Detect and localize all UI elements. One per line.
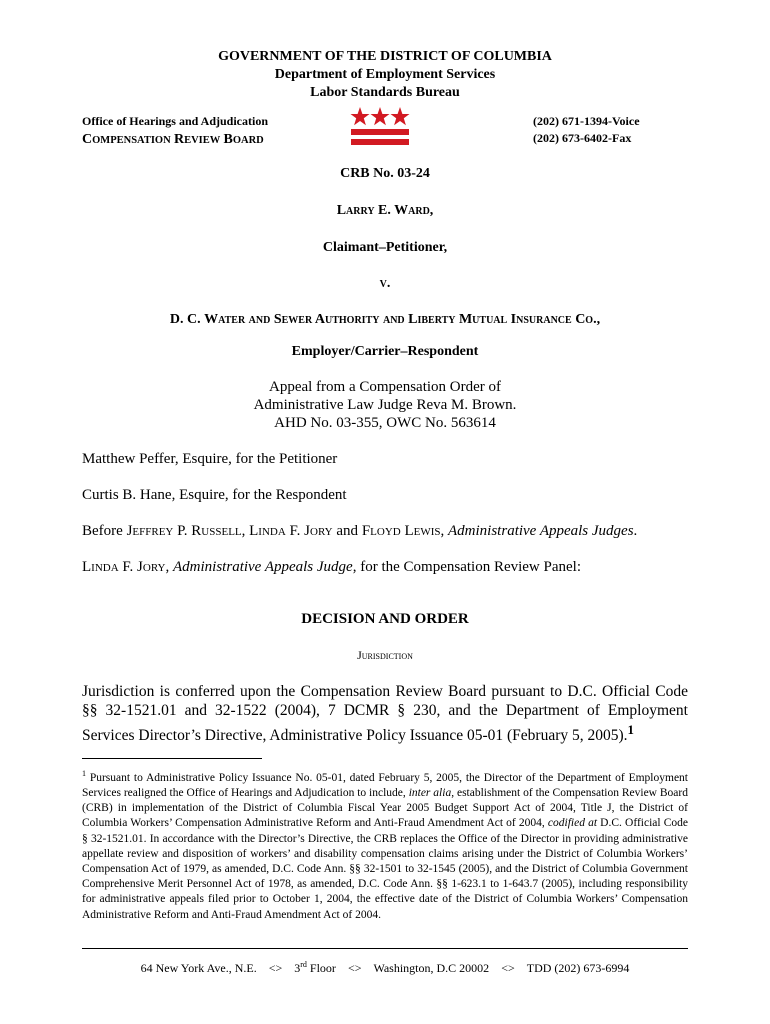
footer-separator: [82, 948, 688, 949]
dc-flag-icon: [349, 107, 411, 147]
flag-bar: [351, 129, 409, 135]
appeal-line: Appeal from a Compensation Order of: [268, 379, 502, 395]
employer-role: Employer/Carrier–Respondent: [291, 344, 479, 359]
employer-name: D. C. Water and Sewer Authority and Liberty Mutual Insurance Co.,: [169, 312, 601, 327]
office-name: Office of Hearings and Adjudication: [82, 114, 269, 128]
footnote-reference[interactable]: 1: [627, 722, 634, 737]
author-line: Linda F. Jory, Administrative Appeals Judge, for the Compensation Review Panel:: [82, 559, 582, 575]
footer-address: 64 New York Ave., N.E. <> 3rd Floor <> Washington, D.C 20002 <> TDD (202) 673-6994: [140, 960, 630, 975]
star-icon: [351, 107, 370, 125]
appeal-line: AHD No. 03-355, OWC No. 563614: [274, 415, 496, 431]
fax-phone: (202) 673-6402-Fax: [533, 131, 632, 145]
bureau-heading: Labor Standards Bureau: [310, 85, 460, 100]
appeal-line: Administrative Law Judge Reva M. Brown.: [253, 397, 517, 413]
flag-bar: [351, 139, 409, 145]
claimant-role: Claimant–Petitioner,: [322, 240, 448, 255]
jurisdiction-heading: Jurisdiction: [357, 648, 413, 662]
board-name: COMPENSATION REVIEW BOARD: [82, 132, 264, 147]
department-heading: Department of Employment Services: [274, 67, 496, 82]
voice-phone: (202) 671-1394-Voice: [533, 114, 640, 128]
star-icon: [371, 107, 390, 125]
footnote-separator: [82, 758, 262, 759]
claimant-name: Larry E. Ward,: [336, 203, 434, 218]
petitioner-counsel: Matthew Peffer, Esquire, for the Petitioner: [82, 451, 338, 467]
decision-title: DECISION AND ORDER: [301, 611, 469, 627]
respondent-counsel: Curtis B. Hane, Esquire, for the Respondent: [82, 487, 347, 503]
versus: v.: [379, 276, 391, 291]
government-heading: GOVERNMENT OF THE DISTRICT OF COLUMBIA: [218, 49, 552, 64]
footnote: $^1$ Pursuant to Administrative Policy Issuance No. 05-01, dated February 5, 2005, the Director of the Department of Employment Services realigned the Office of Hearings and Adjudication to include, inter alia, establishment of the Compensation Review Board (CRB) in implementation of the District of Columbia Fiscal Year 2005 Budget Support Act of 2004, Title J, the District of Columbia Workers’ Compensation Administrative Reform and Anti-Fraud Amendment Act of 2004, codified at D.C. Official Code § 32-1521.01. In accordance with the Director’s Directive, the CRB replaces the Office of the Director in providing administrative appellate review and disposition of workers’ and disability compensation claims arising under the District of Columbia Workers’ Compensation Act of 1979, as amended, D.C. Code Ann. §§ 32-1501 to 32-1545 (2005), and the District of Columbia Government Comprehensive Merit Personnel Act of 1978, as amended, D.C. Code Ann. §§ 1-623.1 to 1-643.7 (2005), including responsibility for administrative appeals filed prior to October 1, 2004, the effective date of the District of Columbia Workers’ Compensation Administrative Reform and Anti-Fraud Amendment Act of 2004.: [82, 769, 688, 921]
crb-number: CRB No. 03-24: [340, 166, 430, 181]
jurisdiction-paragraph: Jurisdiction is conferred upon the Compensation Review Board pursuant to D.C. Official Code §§ 32-1521.01 and 32-1522 (2004), 7 DCMR § 230, and the Department of Employment Services Director’s Directive, Administrative Policy Issuance 05-01 (February 5, 2005).$^1$: [82, 683, 688, 745]
star-icon: [391, 107, 410, 125]
panel-line: Before Jeffrey P. Russell, Linda F. Jory and Floyd Lewis, Administrative Appeals Judges.: [82, 523, 638, 539]
